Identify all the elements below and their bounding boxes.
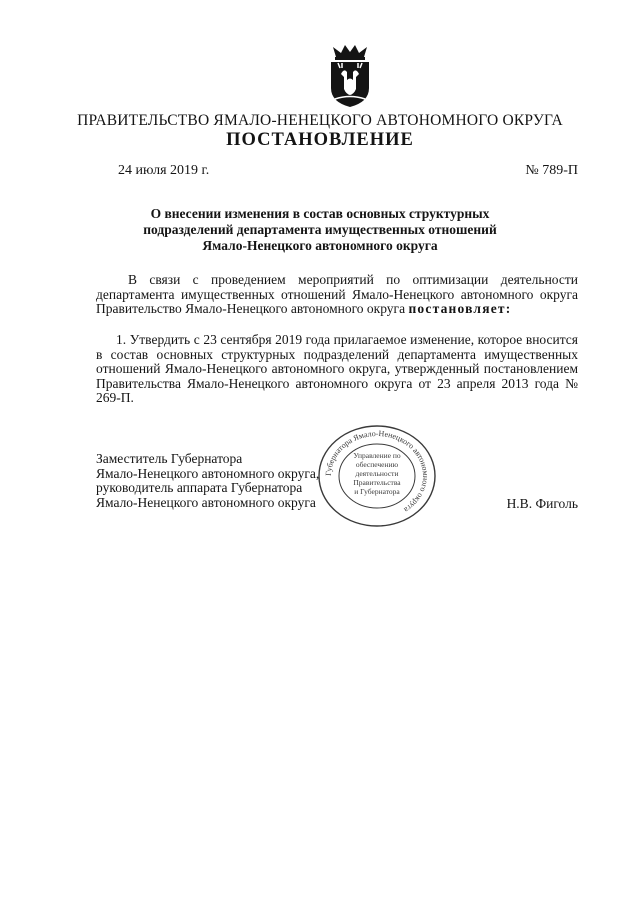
stamp-outer-text: Губернатора Ямало-Ненецкого автономного округа [323, 428, 431, 515]
position-line: Ямало-Ненецкого автономного округа [96, 494, 316, 510]
government-name: ПРАВИТЕЛЬСТВО ЯМАЛО-НЕНЕЦКОГО АВТОНОМНОГО ОКРУГА [77, 112, 563, 129]
document-date: 24 июля 2019 г. [118, 163, 210, 178]
preamble-paragraph [96, 273, 578, 317]
stamp-inner-line: обеспечению [355, 460, 399, 469]
stamp-inner-line: деятельности [355, 469, 399, 478]
position-line: руководитель аппарата Губернатора [96, 480, 303, 495]
official-stamp [313, 420, 441, 532]
document-type: ПОСТАНОВЛЕНИЕ [226, 130, 414, 150]
position-line: Заместитель Губернатора [96, 451, 243, 466]
coat-of-arms-icon [327, 44, 373, 108]
position-line: Ямало-Ненецкого автономного округа, [96, 465, 320, 481]
stamp-inner-line: и Губернатора [354, 487, 400, 496]
preamble-text: В связи с проведением мероприятий по оптимизации деятельности департамента имущественных отношений Ямало-Ненецкого автономного округа Правительство Ямало-Ненецкого автономного округа [96, 272, 578, 316]
stamp-inner-line: Правительства [353, 478, 401, 487]
title-line: подразделений департамента имущественных отношений [143, 222, 497, 237]
title-line: Ямало-Ненецкого автономного округа [202, 238, 438, 253]
decree-keyword: постановляет: [408, 301, 512, 316]
clause-paragraph: 1. Утвердить с 23 сентября 2019 года прилагаемое изменение, которое вносится в состав основных структурных подразделений департамента имущественных отношений Ямало-Ненецкого автономного округа, утвержденный постановлением Правительства Ямало-Ненецкого автономного округа от 23 апреля 2013 года № 269-П. [96, 332, 578, 405]
title-line: О внесении изменения в состав основных структурных [150, 206, 490, 221]
stamp-inner-line: Управление по [353, 451, 401, 460]
document-number: № 789-П [525, 163, 578, 178]
signatory-name: Н.В. Фиголь [506, 496, 578, 511]
document-title [0, 206, 640, 254]
signatory-position [96, 452, 319, 510]
